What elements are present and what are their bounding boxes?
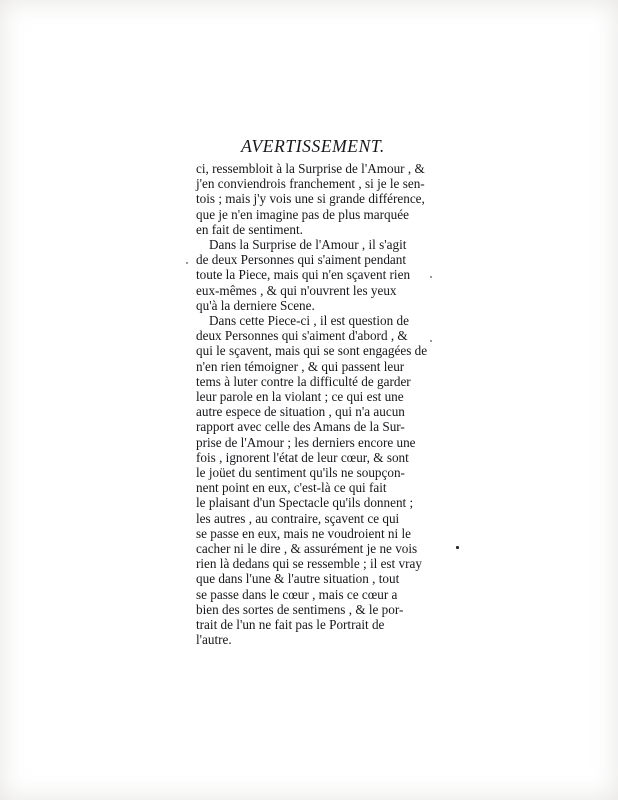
text-line: le joüet du sentiment qu'ils ne soupçon- [196, 465, 405, 481]
text-line: n'en rien témoigner , & qui passent leur [196, 358, 405, 374]
text-line: toute la Piece, mais qui n'en sçavent rien [196, 267, 411, 283]
text-line: deux Personnes qui s'aiment d'abord , & [196, 328, 408, 344]
text-line: Dans cette Piece-ci , il est question de [209, 313, 409, 329]
text-line: prise de l'Amour ; les derniers encore une [196, 434, 416, 450]
text-line: qui le sçavent, mais qui se sont engagées de [196, 343, 428, 359]
text-line: bien des sortes de sentimens , & le por- [196, 601, 404, 617]
text-line: que dans l'une & l'autre situation , tout [196, 571, 400, 587]
text-line: l'autre. [196, 632, 232, 648]
scan-speck [430, 276, 432, 278]
text-line: tois ; mais j'y vois une si grande différence, [196, 191, 425, 207]
text-line: trait de l'un ne fait pas le Portrait de [196, 617, 385, 633]
scan-speck [186, 262, 188, 264]
text-line: cacher ni le dire , & assurément je ne vois [196, 541, 418, 557]
paragraph-1 [196, 161, 426, 237]
text-line: j'en conviendrois franchement , si je le sen- [196, 176, 425, 192]
text-line: se passe en eux, mais ne voudroient ni le [196, 525, 411, 541]
text-line: rien là dedans qui se ressemble ; il est vray [196, 556, 422, 572]
text-line: que je n'en imagine pas de plus marquée [196, 206, 409, 222]
text-line: ci, ressembloit à la Surprise de l'Amour , & [196, 161, 425, 176]
text-line: Dans la Surprise de l'Amour , il s'agit [209, 237, 407, 253]
page-title: AVERTISSEMENT. [241, 136, 385, 156]
text-line: qu'à la derniere Scene. [196, 297, 315, 313]
text-line: en fait de sentiment. [196, 221, 303, 237]
text-line: fois , ignorent l'état de leur cœur, & sont [196, 449, 409, 465]
text-line: autre espece de situation , qui n'a aucun [196, 404, 405, 420]
paragraph-3 [196, 313, 426, 647]
text-line: se passe dans le cœur , mais ce cœur a [196, 586, 398, 602]
text-line: eux-mêmes , & qui n'ouvrent les yeux [196, 282, 397, 298]
text-line: le plaisant d'un Spectacle qu'ils donnent ; [196, 495, 414, 511]
text-line: nent point en eux, c'est-là ce qui fait [196, 480, 387, 496]
text-line: de deux Personnes qui s'aiment pendant [196, 252, 407, 268]
paragraph-2 [196, 237, 426, 313]
text-line: rapport avec celle des Amans de la Sur- [196, 419, 405, 435]
page-text-column [196, 136, 426, 648]
scan-speck [430, 340, 432, 342]
text-line: tems à luter contre la difficulté de garder [196, 373, 411, 389]
text-line: les autres , au contraire, sçavent ce qui [196, 510, 400, 526]
text-line: leur parole en la violant ; ce qui est une [196, 389, 404, 405]
scan-speck [456, 546, 459, 549]
